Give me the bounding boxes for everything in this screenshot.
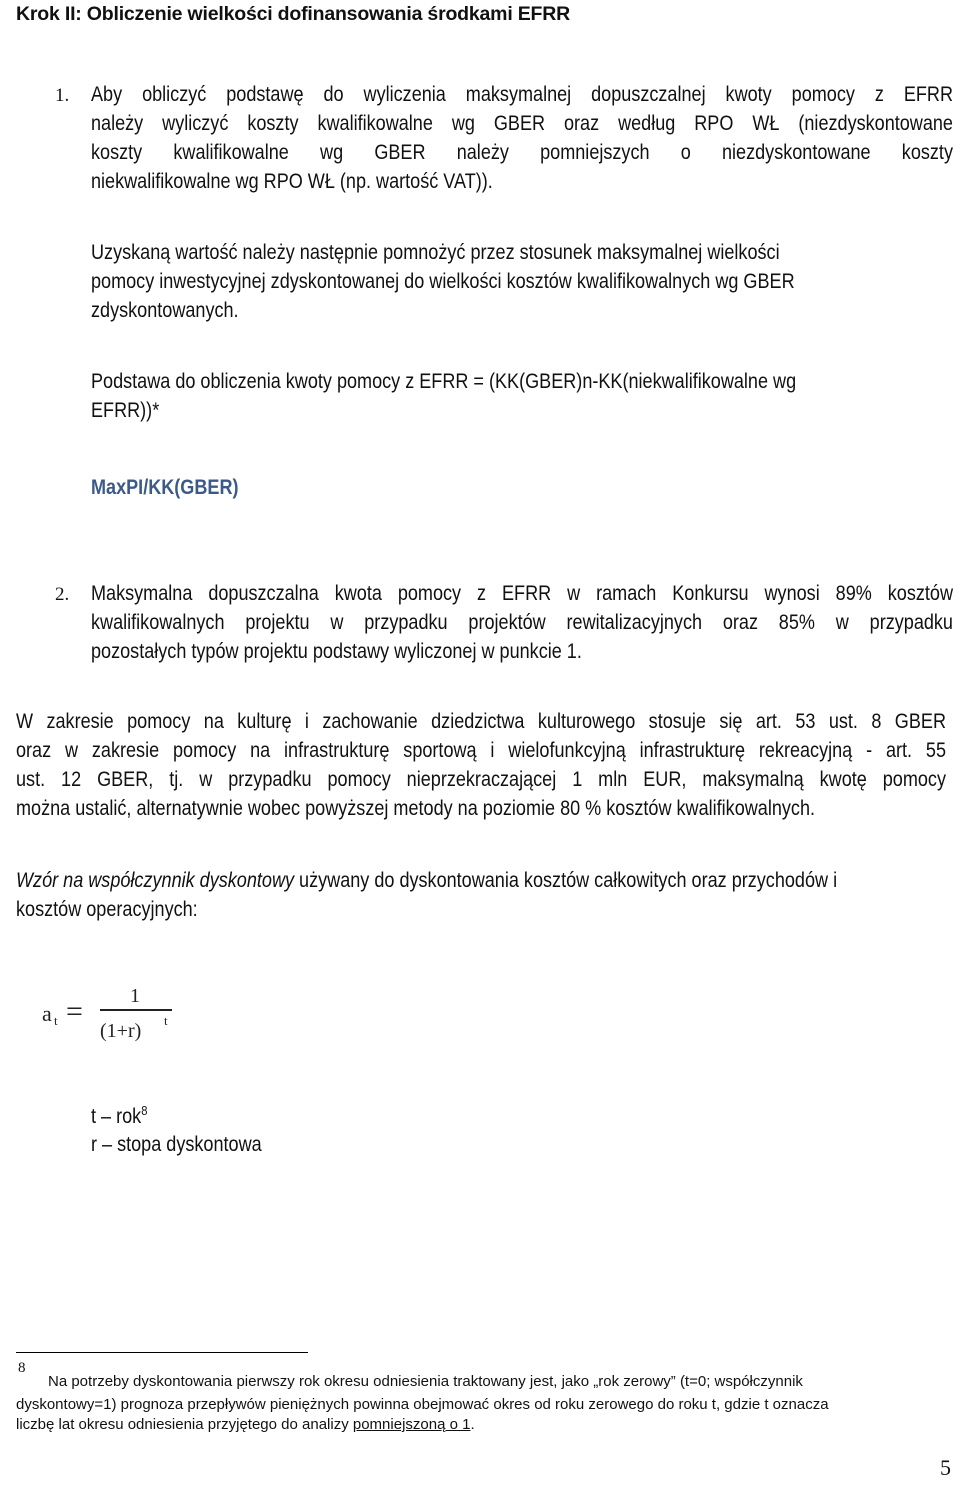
footnote-separator: [16, 1352, 308, 1353]
formula-equals: =: [66, 995, 83, 1028]
culture-line-4: można ustalić, alternatywnie wobec powyższej metody na poziomie 80 % kosztów kwalifikowalnych.: [16, 797, 816, 820]
discount-rest: używany do dyskontowania kosztów całkowitych oraz przychodów i: [294, 869, 838, 892]
footnote-mark: 8: [18, 1360, 26, 1376]
footnote-line-2: dyskontowy=1) prognoza przepływów pieniężnych powinna obejmować okres od roku zerowego do roku t, gdzie t oznacza: [16, 1396, 829, 1413]
footnote-line-3-text: liczbę lat okresu odniesienia przyjętego do analizy: [16, 1416, 353, 1433]
ratio-text: MaxPI/KK(GBER): [91, 476, 239, 499]
footnote-line-1: Na potrzeby dyskontowania pierwszy rok okresu odniesienia traktowany jest, jako „rok zerowy” (t=0; współczynnik: [48, 1373, 803, 1390]
culture-line-1: W zakresie pomocy na kulturę i zachowanie dziedzictwa kulturowego stosuje się art. 53 ust. 8 GBER: [16, 710, 946, 733]
step1-number: 1.: [55, 85, 70, 106]
discount-italic: Wzór na współczynnik dyskontowy: [16, 869, 295, 892]
step1-para2-line-1: Uzyskaną wartość należy następnie pomnożyć przez stosunek maksymalnej wielkości: [91, 241, 780, 264]
discount-line-1: [16, 866, 837, 895]
footnote-underlined-text: pomniejszoną o 1: [352, 1416, 471, 1433]
step1-line-4: niekwalifikowalne wg RPO WŁ (np. wartość VAT)).: [91, 170, 493, 193]
step2-line-1: Maksymalna dopuszczalna kwota pomocy z EFRR w ramach Konkursu wynosi 89% kosztów: [91, 582, 953, 605]
step1-line-1: Aby obliczyć podstawę do wyliczenia maksymalnej dopuszczalnej kwoty pomocy z EFRR: [91, 83, 953, 106]
culture-line-2: oraz w zakresie pomocy na infrastrukturę sportową i wielofunkcyjną infrastrukturę rekreacyjną - art. 55: [16, 739, 946, 762]
formula-exponent: t: [164, 1013, 168, 1028]
footnote-line-3: [16, 1413, 475, 1436]
step2-line-2: kwalifikowalnych projektu w przypadku projektów rewitalizacyjnych oraz 85% w przypadku: [91, 611, 953, 634]
section-heading: Krok II: Obliczenie wielkości dofinansowania środkami EFRR: [16, 3, 571, 25]
legend-t-label: t – rok: [91, 1105, 142, 1128]
page-number: 5: [940, 1455, 951, 1480]
step1-para2-line-2: pomocy inwestycyjnej zdyskontowanej do wielkości kosztów kwalifikowalnych wg GBER: [91, 270, 795, 293]
formula-numerator: 1: [130, 985, 140, 1007]
formula-denominator: (1+r): [100, 1020, 142, 1042]
step2-line-3: pozostałych typów projektu podstawy wyliczonej w punkcie 1.: [91, 640, 582, 663]
step2-number: 2.: [55, 584, 70, 605]
step1-line-3: koszty kwalifikowalne wg GBER należy pomniejszych o niezdyskontowane koszty: [91, 141, 953, 164]
footnote-line-3-end: .: [470, 1416, 475, 1433]
step1-para2-line-3: zdyskontowanych.: [91, 299, 239, 322]
culture-line-3: ust. 12 GBER, tj. w przypadku pomocy nieprzekraczającej 1 mln EUR, maksymalną kwotę pomocy: [16, 768, 946, 791]
formula-text-line-1: Podstawa do obliczenia kwoty pomocy z EFRR = (KK(GBER)n-KK(niekwalifikowalne wg: [91, 370, 797, 393]
formula-lhs-sub: t: [54, 1013, 58, 1028]
legend-t: [91, 1096, 147, 1131]
discount-formula: [40, 985, 180, 1045]
formula-lhs: a: [42, 1001, 52, 1026]
discount-line-2: kosztów operacyjnych:: [16, 898, 198, 921]
legend-r: r – stopa dyskontowa: [91, 1133, 262, 1156]
formula-text-line-2: EFRR))*: [91, 399, 160, 422]
step1-line-2: należy wyliczyć koszty kwalifikowalne wg GBER oraz według RPO WŁ (niezdyskontowane: [91, 112, 953, 135]
legend-t-footnote-mark: 8: [141, 1103, 148, 1118]
